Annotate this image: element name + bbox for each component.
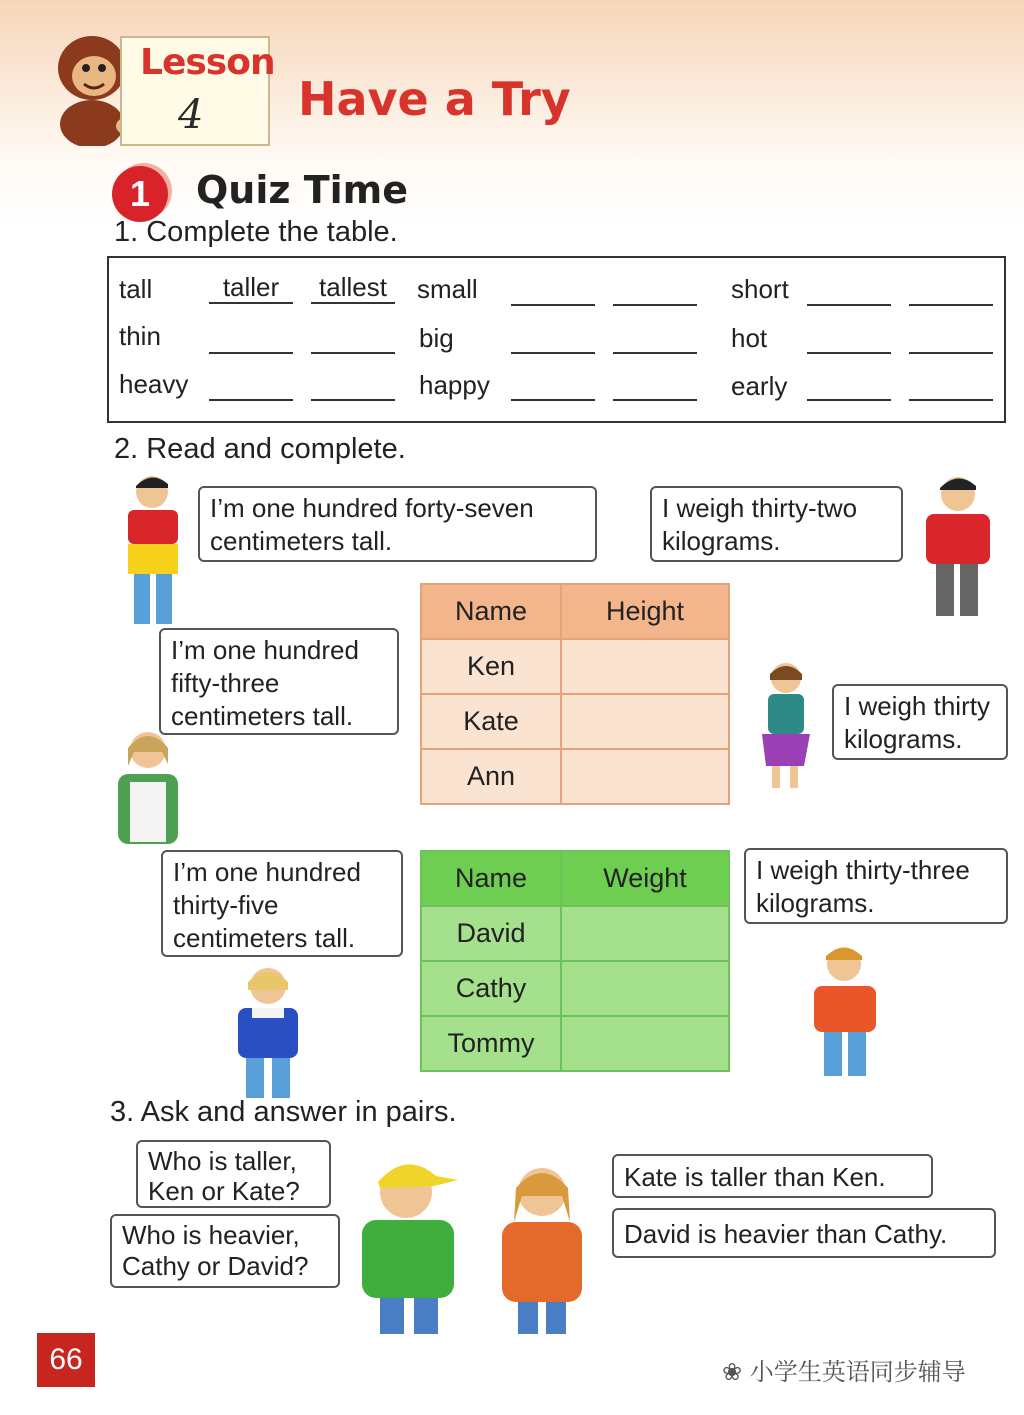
weight-answer-cell[interactable] (561, 961, 729, 1016)
bubble-line: Ken or Kate? (148, 1176, 300, 1206)
table-row (421, 639, 729, 694)
speech-bubble-boy-weight (650, 486, 903, 562)
part1-instruction: 1. Complete the table. (114, 216, 398, 248)
bubble-line: centimeters tall. (171, 701, 354, 731)
word-table (107, 256, 1006, 423)
bubble-line: Who is taller, (148, 1146, 297, 1176)
name-cell: Cathy (421, 961, 561, 1016)
table-header: Name (421, 584, 561, 639)
speech-bubble-question-heavier (110, 1214, 340, 1288)
section-number-badge: 1 (112, 166, 168, 222)
table-row (421, 906, 729, 961)
speech-bubble-answer-heavier: David is heavier than Cathy. (612, 1208, 996, 1258)
name-cell: Ann (421, 749, 561, 804)
name-cell: Ken (421, 639, 561, 694)
answer-blank[interactable] (511, 399, 595, 401)
bubble-line: I’m one hundred (171, 635, 359, 665)
section-title: Quiz Time (196, 168, 409, 212)
answer-blank[interactable] (909, 399, 993, 401)
answer-blank[interactable] (311, 399, 395, 401)
bubble-line: I’m one hundred forty-seven (210, 493, 534, 523)
answer-blank[interactable] (613, 399, 697, 401)
bubble-line: I weigh thirty (844, 691, 990, 721)
speech-bubble-answer-taller: Kate is taller than Ken. (612, 1154, 933, 1198)
page-title: Have a Try (298, 72, 571, 126)
page-number: 66 (37, 1333, 95, 1387)
weight-table (420, 850, 730, 1072)
height-answer-cell[interactable] (561, 639, 729, 694)
answer-blank[interactable] (613, 352, 697, 354)
name-cell: Kate (421, 694, 561, 749)
table-header: Weight (561, 851, 729, 906)
name-cell: David (421, 906, 561, 961)
bubble-line: kilograms. (844, 724, 963, 754)
girl-braids-illustration (490, 1152, 594, 1336)
table-row (421, 749, 729, 804)
answer-blank[interactable] (511, 304, 595, 306)
word-cell: small (417, 274, 478, 304)
table-row (421, 694, 729, 749)
name-cell: Tommy (421, 1016, 561, 1071)
part3-instruction: 3. Ask and answer in pairs. (110, 1096, 457, 1128)
answer-blank[interactable] (909, 304, 993, 306)
table-row (421, 961, 729, 1016)
word-cell: early (731, 371, 788, 401)
bubble-line: kilograms. (756, 888, 875, 918)
weight-answer-cell[interactable] (561, 1016, 729, 1071)
kate-illustration (112, 724, 182, 846)
word-cell: happy (419, 370, 490, 400)
bubble-line: centimeters tall. (210, 526, 393, 556)
height-answer-cell[interactable] (561, 694, 729, 749)
answer-blank[interactable] (807, 304, 891, 306)
bubble-line: I’m one hundred (173, 857, 361, 887)
answer-blank[interactable] (807, 352, 891, 354)
wechat-icon: ❀ (722, 1358, 743, 1386)
weight-answer-cell[interactable] (561, 906, 729, 961)
answer-blank[interactable] (613, 304, 697, 306)
part2-instruction: 2. Read and complete. (114, 433, 406, 465)
bubble-line: fifty-three (171, 668, 280, 698)
height-table (420, 583, 730, 805)
bubble-line: thirty-five (173, 890, 279, 920)
superlative-answer: tallest (311, 272, 395, 304)
answer-blank[interactable] (311, 352, 395, 354)
speech-bubble-ann-height (161, 850, 403, 957)
speech-bubble-tommy-weight (744, 848, 1008, 924)
answer-blank[interactable] (209, 399, 293, 401)
bubble-line: Who is heavier, (122, 1220, 300, 1250)
bubble-line: I weigh thirty-three (756, 855, 970, 885)
word-cell: hot (731, 323, 768, 353)
word-cell: big (419, 323, 454, 353)
table-header: Name (421, 851, 561, 906)
word-cell: heavy (119, 369, 189, 399)
lesson-label: Lesson (140, 42, 275, 83)
answer-blank[interactable] (209, 352, 293, 354)
word-cell: thin (119, 321, 161, 351)
table-header: Height (561, 584, 729, 639)
speech-bubble-girl-weight (832, 684, 1008, 760)
comparative-answer: taller (209, 272, 293, 304)
watermark (722, 1352, 966, 1387)
bubble-line: kilograms. (662, 526, 781, 556)
bubble-line: Cathy or David? (122, 1251, 309, 1281)
speech-bubble-kate-height (159, 628, 399, 735)
girl-purple-skirt-illustration (752, 656, 816, 790)
ann-illustration (224, 960, 320, 1100)
speech-bubble-ken-height (198, 486, 597, 562)
lesson-number: 4 (178, 92, 204, 138)
answer-blank[interactable] (511, 352, 595, 354)
height-answer-cell[interactable] (561, 749, 729, 804)
bubble-line: I weigh thirty-two (662, 493, 858, 523)
bubble-line: centimeters tall. (173, 923, 356, 953)
answer-blank[interactable] (807, 399, 891, 401)
table-row (421, 1016, 729, 1071)
word-cell: tall (119, 274, 153, 304)
answer-blank[interactable] (909, 352, 993, 354)
word-cell: short (731, 274, 789, 304)
speech-bubble-question-taller (136, 1140, 331, 1208)
lesson-card (120, 36, 275, 146)
boy-red-shirt-illustration (918, 470, 996, 618)
ken-illustration (118, 470, 184, 626)
tommy-illustration (808, 940, 884, 1078)
watermark-text: 小学生英语同步辅导 (749, 1358, 966, 1386)
boy-cap-illustration (354, 1146, 472, 1336)
